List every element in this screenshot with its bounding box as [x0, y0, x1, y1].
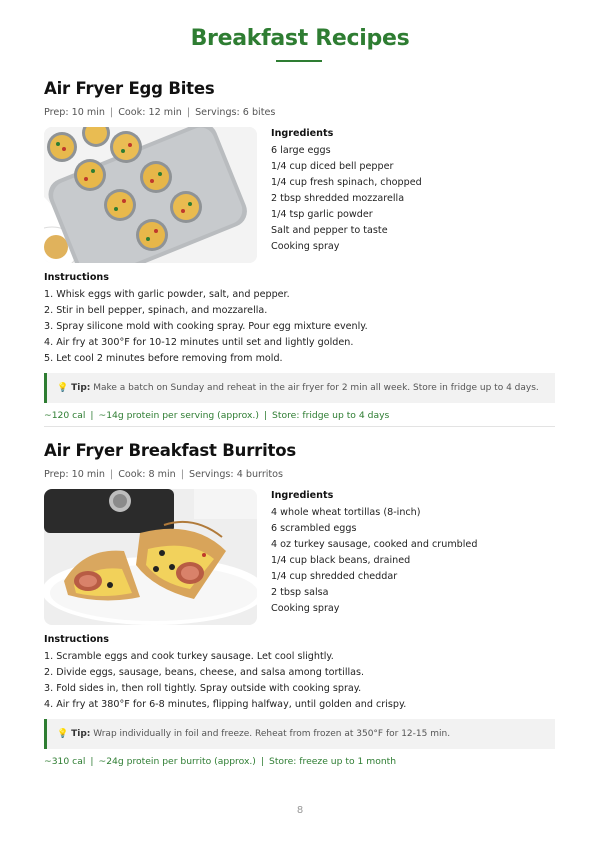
tip-box [44, 373, 555, 403]
storage: Store: freeze up to 1 month [269, 756, 397, 767]
storage: Store: fridge up to 4 days [272, 410, 390, 421]
protein: ~14g protein per serving (approx.) [98, 410, 259, 421]
ingredient-item: 1/4 cup black beans, drained [271, 555, 411, 566]
recipe-egg-bites [44, 78, 555, 423]
instruction-step: 1. Scramble eggs and cook turkey sausage. Let cool slightly. [44, 651, 334, 662]
nutrition-facts [44, 409, 555, 423]
ingredient-item: Cooking spray [271, 241, 340, 252]
ingredients-list [271, 505, 555, 617]
recipe-meta [44, 106, 555, 120]
calories: ~310 cal [44, 756, 86, 767]
servings: Servings: 4 burritos [188, 469, 284, 480]
instruction-step: 2. Stir in bell pepper, spinach, and mozzarella. [44, 305, 268, 316]
page-number: 8 [296, 805, 304, 816]
ingredient-item: 1/4 tsp garlic powder [271, 209, 373, 220]
ingredients-section [271, 127, 555, 255]
recipe-title: Air Fryer Breakfast Burritos [44, 441, 296, 460]
instruction-step: 3. Spray silicone mold with cooking spray. Pour egg mixture evenly. [44, 321, 368, 332]
instruction-step: 1. Whisk eggs with garlic powder, salt, and pepper. [44, 289, 290, 300]
instructions-list [44, 287, 555, 367]
instruction-step: 5. Let cool 2 minutes before removing from mold. [44, 353, 283, 364]
prep-time: Prep: 10 min [44, 469, 105, 480]
title-underline [276, 60, 322, 62]
meta-separator: | [180, 469, 184, 480]
meta-separator: | [109, 107, 114, 118]
facts-separator: | [263, 410, 268, 421]
instruction-step: 2. Divide eggs, sausage, beans, cheese, and salsa among tortillas. [44, 667, 365, 678]
recipe-title: Air Fryer Egg Bites [44, 79, 215, 98]
ingredients-section [271, 489, 555, 617]
meta-separator: | [186, 107, 191, 118]
instruction-step: 4. Air fry at 380°F for 6-8 minutes, flipping halfway, until golden and crispy. [44, 699, 407, 710]
instructions-section [44, 271, 555, 367]
instruction-step: 3. Fold sides in, then roll tightly. Spray outside with cooking spray. [44, 683, 362, 694]
facts-separator: | [90, 756, 94, 767]
ingredient-item: 1/4 cup diced bell pepper [271, 161, 394, 172]
recipe-breakfast-burritos [44, 440, 555, 769]
tip-text: Make a batch on Sunday and reheat in the air fryer for 2 min all week. Store in fridge up to 4 days. [93, 383, 539, 393]
nutrition-facts [44, 755, 555, 769]
ingredient-item: Salt and pepper to taste [271, 225, 388, 236]
ingredient-item: 2 tbsp salsa [271, 587, 329, 598]
calories: ~120 cal [44, 410, 86, 421]
tip-box [44, 719, 555, 749]
instructions-heading: Instructions [44, 272, 109, 283]
recipe-meta [44, 468, 555, 482]
ingredient-item: 1/4 cup fresh spinach, chopped [271, 177, 422, 188]
recipe-top-row [44, 127, 555, 263]
ingredients-list [271, 143, 555, 255]
ingredient-item: 4 whole wheat tortillas (8-inch) [271, 507, 421, 518]
facts-separator: | [260, 756, 264, 767]
lightbulb-icon: 💡 [57, 383, 69, 393]
facts-separator: | [90, 410, 94, 421]
tip-label: Tip: [71, 729, 91, 739]
protein: ~24g protein per burrito (approx.) [98, 756, 256, 767]
instructions-section [44, 633, 555, 713]
tip-text: Wrap individually in foil and freeze. Reheat from frozen at 350°F for 12-15 min. [93, 729, 451, 739]
servings: Servings: 6 bites [195, 107, 276, 118]
burritos-photo [44, 489, 257, 625]
instruction-step: 4. Air fry at 300°F for 10-12 minutes until set and lightly golden. [44, 337, 354, 348]
recipe-top-row [44, 489, 555, 625]
ingredients-heading: Ingredients [271, 128, 334, 139]
ingredient-item: 6 large eggs [271, 145, 331, 156]
meta-separator: | [109, 469, 114, 480]
ingredient-item: 1/4 cup shredded cheddar [271, 571, 398, 582]
tip-label: Tip: [71, 383, 91, 393]
page-title: Breakfast Recipes [190, 26, 410, 51]
instructions-list [44, 649, 555, 713]
egg-bites-photo [44, 127, 257, 263]
instructions-heading: Instructions [44, 634, 109, 645]
ingredient-item: Cooking spray [271, 603, 340, 614]
prep-time: Prep: 10 min [44, 107, 105, 118]
cook-time: Cook: 12 min [118, 107, 182, 118]
section-divider [44, 426, 555, 427]
lightbulb-icon: 💡 [57, 729, 69, 739]
ingredient-item: 4 oz turkey sausage, cooked and crumbled [271, 539, 478, 550]
cook-time: Cook: 8 min [118, 469, 176, 480]
ingredients-heading: Ingredients [271, 490, 334, 501]
ingredient-item: 2 tbsp shredded mozzarella [271, 193, 405, 204]
ingredient-item: 6 scrambled eggs [271, 523, 357, 534]
